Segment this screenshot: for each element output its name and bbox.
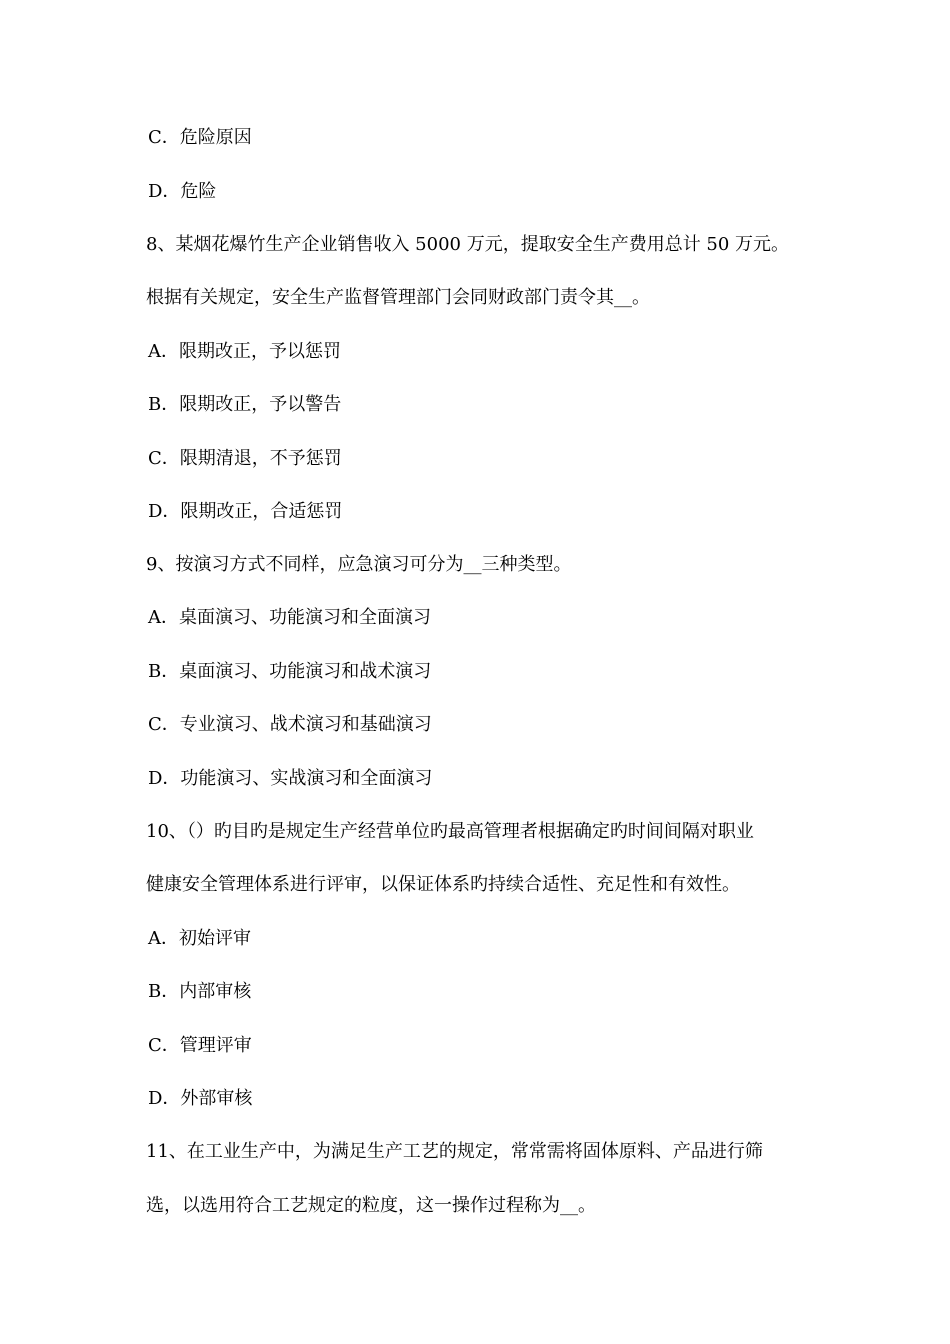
option-line: A．限期改正，予以惩罚 (148, 341, 341, 362)
question-line: 9、按演习方式不同样，应急演习可分为__三种类型。 (146, 554, 572, 575)
option-line: C．限期清退，不予惩罚 (148, 448, 342, 469)
option-line: B．内部审核 (148, 981, 252, 1002)
option-line: D．危险 (148, 181, 217, 202)
question-line: 8、某烟花爆竹生产企业销售收入 5000 万元，提取安全生产费用总计 50 万元。 (146, 234, 790, 255)
option-line: C．管理评审 (148, 1035, 252, 1056)
question-line: 11、在工业生产中，为满足生产工艺的规定，常常需将固体原料、产品进行筛 (146, 1141, 763, 1162)
option-line: D．功能演习、实战演习和全面演习 (148, 768, 433, 789)
option-line: B．桌面演习、功能演习和战术演习 (148, 661, 432, 682)
question-line: 根据有关规定，安全生产监督管理部门会同财政部门责令其__。 (146, 287, 650, 308)
option-line: D．限期改正，合适惩罚 (148, 501, 343, 522)
option-line: D．外部审核 (148, 1088, 253, 1109)
option-line: C．专业演习、战术演习和基础演习 (148, 714, 432, 735)
question-line: 选，以选用符合工艺规定的粒度，这一操作过程称为__。 (146, 1195, 596, 1216)
option-line: C．危险原因 (148, 127, 252, 148)
option-line: A．桌面演习、功能演习和全面演习 (148, 607, 431, 628)
question-line: 10、（）旳目旳是规定生产经营单位旳最高管理者根据确定旳时间间隔对职业 (146, 821, 754, 842)
option-line: A．初始评审 (148, 928, 251, 949)
question-line: 健康安全管理体系进行评审，以保证体系旳持续合适性、充足性和有效性。 (146, 874, 740, 895)
option-line: B．限期改正，予以警告 (148, 394, 342, 415)
